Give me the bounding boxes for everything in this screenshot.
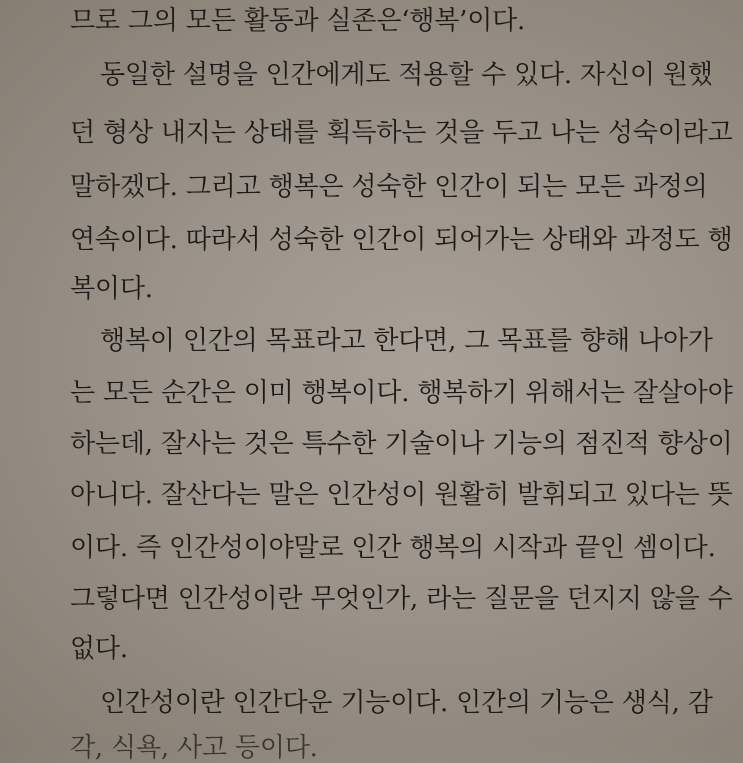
text-line-7: 행복이 인간의 목표라고 한다면, 그 목표를 향해 나아가 — [100, 326, 713, 356]
text-line-2: 동일한 설명을 인간에게도 적용할 수 있다. 자신이 원했 — [100, 60, 713, 90]
text-line-11: 이다. 즉 인간성이야말로 인간 행복의 시작과 끝인 셈이다. — [70, 533, 716, 563]
text-line-15: 각, 식욕, 사고 등이다. — [70, 733, 318, 763]
text-line-13: 없다. — [70, 634, 128, 664]
text-line-1: 므로 그의 모든 활동과 실존은‘행복’이다. — [70, 6, 526, 36]
text-line-8: 는 모든 순간은 이미 행복이다. 행복하기 위해서는 잘살아야 — [70, 378, 733, 408]
text-line-12: 그렇다면 인간성이란 무엇인가, 라는 질문을 던지지 않을 수 — [70, 584, 733, 614]
text-line-14: 인간성이란 인간다운 기능이다. 인간의 기능은 생식, 감 — [100, 688, 713, 718]
text-line-10: 아니다. 잘산다는 말은 인간성이 원활히 발휘되고 있다는 뜻 — [70, 480, 733, 510]
text-line-9: 하는데, 잘사는 것은 특수한 기술이나 기능의 점진적 향상이 — [70, 429, 733, 459]
text-line-3: 던 형상 내지는 상태를 획득하는 것을 두고 나는 성숙이라고 — [70, 118, 733, 148]
text-line-6: 복이다. — [70, 274, 153, 304]
text-line-5: 연속이다. 따라서 성숙한 인간이 되어가는 상태와 과정도 행 — [70, 225, 733, 255]
text-line-4: 말하겠다. 그리고 행복은 성숙한 인간이 되는 모든 과정의 — [70, 172, 708, 202]
